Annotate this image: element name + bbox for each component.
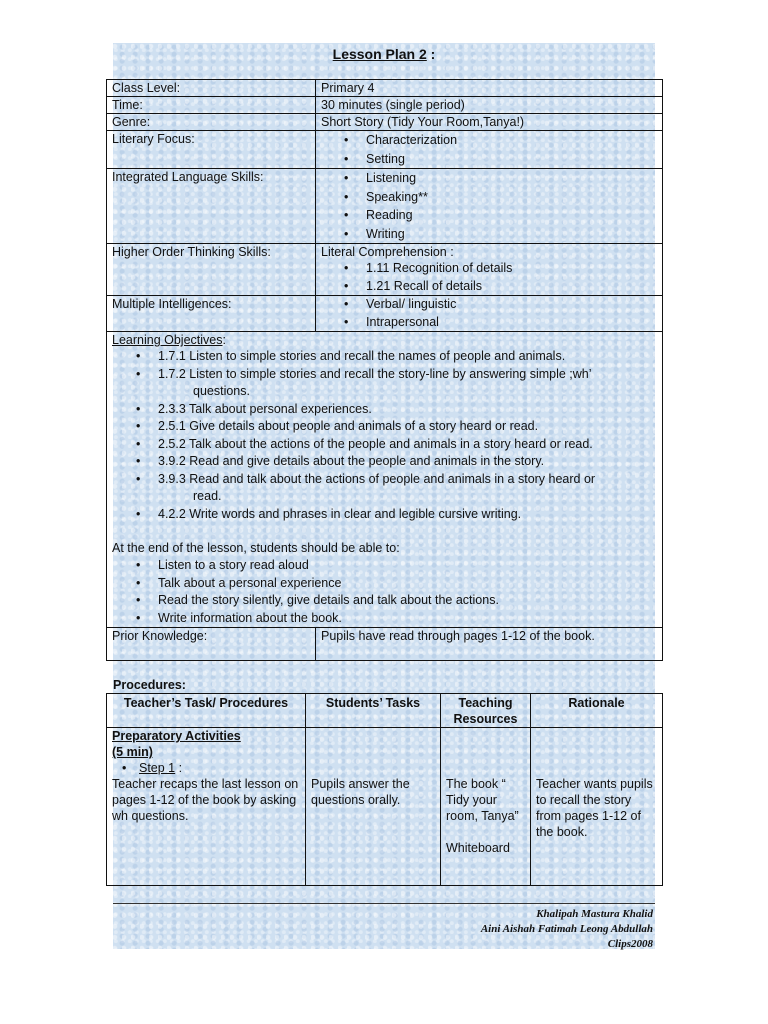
time-label: Time: [107,97,316,114]
objective-item: • 4.2.2 Write words and phrases in clear and legible cursive writing. [158,506,657,524]
teacher-task-cell [107,728,306,886]
list-item: • 1.11 Recognition of details [366,260,657,278]
class-level-value: Primary 4 [316,80,663,97]
table-row [107,628,663,661]
objective-item: • 2.5.2 Talk about the actions of the people and animals in a story heard or read. [158,436,657,454]
list-item: • Verbal/ linguistic [366,296,657,314]
col-header-students: Students’ Tasks [306,694,441,728]
literary-focus-label: Literary Focus: [107,131,316,169]
learning-objectives-cell [107,332,663,628]
col-header-resources: Teaching Resources [441,694,531,728]
objective-item: • 3.9.3 Read and talk about the actions of people and animals in a story heard or read. [158,471,657,506]
outcome-item: • Listen to a story read aloud [158,557,657,575]
prior-knowledge-label: Prior Knowledge: [107,628,316,661]
table-row [107,244,663,296]
students-task-text: Pupils answer the questions orally. [311,777,410,807]
prior-knowledge-value: Pupils have read through pages 1-12 of the book. [316,628,663,661]
resource-book: The book “ Tidy your room, Tanya” [446,777,519,823]
time-value: 30 minutes (single period) [316,97,663,114]
objective-item: • 1.7.2 Listen to simple stories and recall the story-line by answering simple ;wh’ questions. [158,366,657,401]
resource-whiteboard: Whiteboard [446,841,510,855]
teacher-task-text: Teacher recaps the last lesson on pages 1-12 of the book by asking wh questions. [112,777,299,823]
procedures-table [106,693,663,886]
list-item: • Intrapersonal [366,314,657,332]
page-title [0,46,768,62]
list-item: • Reading [366,206,657,225]
section-duration: (5 min) [112,745,153,759]
footer-credits [113,903,655,952]
literary-focus-value [316,131,663,169]
step-label: • Step 1 : [112,760,300,776]
hots-value [316,244,663,296]
outcome-item: • Talk about a personal experience [158,575,657,593]
language-skills-label: Integrated Language Skills: [107,169,316,244]
table-row [107,332,663,628]
table-row [107,114,663,131]
objectives-heading: Learning Objectives: [112,333,226,347]
class-level-label: Class Level: [107,80,316,97]
footer-author-2: Aini Aishah Fatimah Leong Abdullah [480,923,653,935]
outcome-intro: At the end of the lesson, students should be able to: [112,541,400,555]
objective-item: • 2.5.1 Give details about people and animals of a story heard or read. [158,418,657,436]
resources-cell [441,728,531,886]
rationale-text: Teacher wants pupils to recall the story from pages 1-12 of the book. [536,777,653,839]
col-header-rationale: Rationale [531,694,663,728]
intelligences-label: Multiple Intelligences: [107,296,316,332]
language-skills-value [316,169,663,244]
outcome-item: • Read the story silently, give details and talk about the actions. [158,592,657,610]
list-item: • Speaking** [366,188,657,207]
footer-program: Clips2008 [607,938,653,950]
lesson-info-table [106,79,663,661]
table-row [107,296,663,332]
list-item: • Setting [366,150,657,169]
section-title: Preparatory Activities [112,729,241,743]
col-header-teacher: Teacher’s Task/ Procedures [107,694,306,728]
footer-author-1: Khalipah Mastura Khalid [536,908,653,920]
table-header-row [107,694,663,728]
hots-label: Higher Order Thinking Skills: [107,244,316,296]
genre-value: Short Story (Tidy Your Room,Tanya!) [316,114,663,131]
procedures-label: Procedures: [113,678,186,692]
objective-item: • 1.7.1 Listen to simple stories and recall the names of people and animals. [158,348,657,366]
hots-heading: Literal Comprehension : [321,245,454,259]
table-row [107,97,663,114]
table-row [107,169,663,244]
table-row [107,80,663,97]
list-item: • 1.21 Recall of details [366,278,657,296]
genre-label: Genre: [107,114,316,131]
objective-item: • 3.9.2 Read and give details about the people and animals in the story. [158,453,657,471]
intelligences-value [316,296,663,332]
list-item: • Writing [366,225,657,244]
table-row [107,131,663,169]
rationale-cell [531,728,663,886]
list-item: • Characterization [366,131,657,150]
title-text: Lesson Plan 2 [332,46,427,62]
table-row [107,728,663,886]
list-item: • Listening [366,169,657,188]
objective-item: • 2.3.3 Talk about personal experiences. [158,401,657,419]
outcome-item: • Write information about the book. [158,610,657,628]
title-suffix: : [426,46,436,62]
students-task-cell [306,728,441,886]
